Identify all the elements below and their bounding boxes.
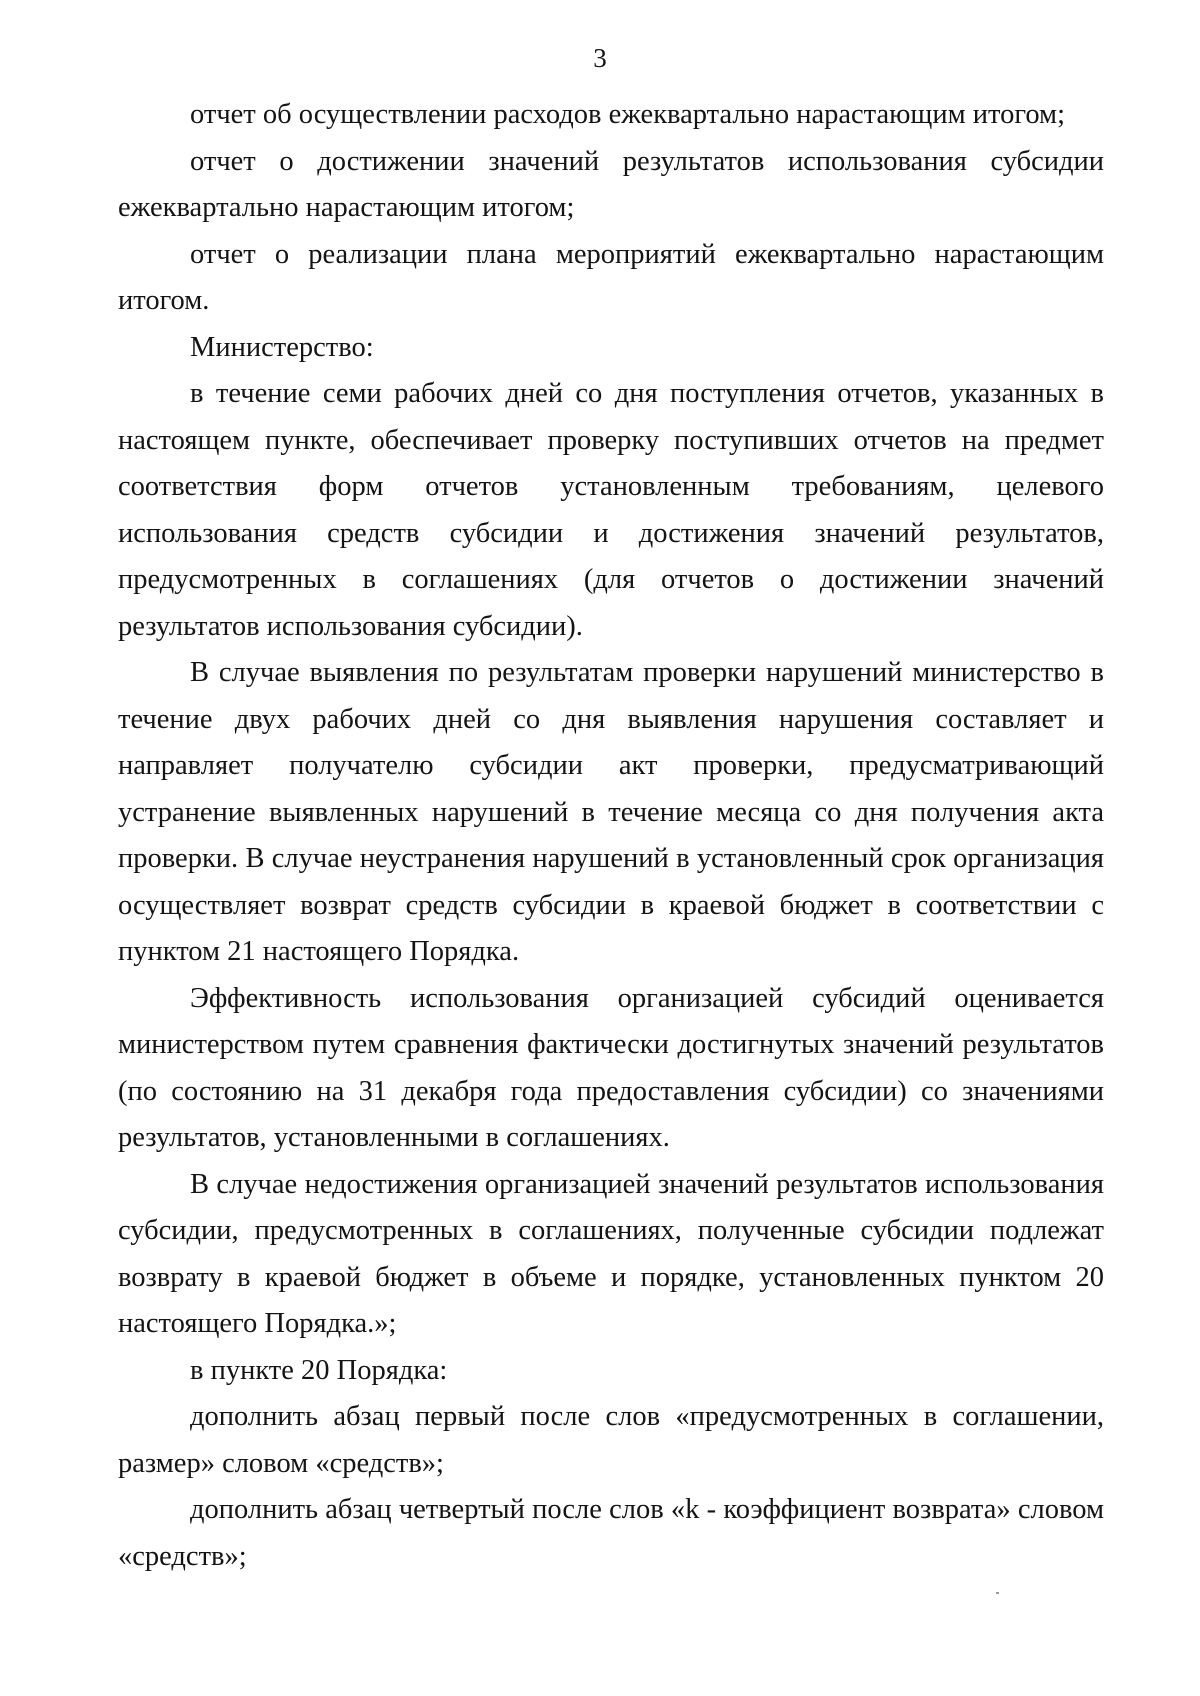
scan-speck [996, 1592, 999, 1594]
paragraph-ministry-heading: Министерство: [190, 331, 374, 363]
paragraph-plan-report: отчет о реализации плана мероприятий ежеквартально нарастающим итогом. [118, 238, 1104, 316]
paragraph-non-achievement: В случае недостижения организацией значений результатов использования субсидии, предусмотренных в соглашениях, полученные субсидии подлежат возврату в краевой бюджет в объеме и порядке, установленных пунктом 20 настоящего Порядка.»; [118, 1168, 1104, 1339]
paragraph-amend-first: дополнить абзац первый после слов «предусмотренных в соглашении, размер» словом «средств»; [118, 1401, 1104, 1479]
paragraph-efficiency: Эффективность использования организацией субсидий оценивается министерством путем сравнения фактически достигнутых значений результатов (по состоянию на 31 декабря года предоставления субсидии) со значениями результатов, установленными в соглашениях. [118, 982, 1104, 1153]
paragraph-ministry-review: в течение семи рабочих дней со дня поступления отчетов, указанных в настоящем пункте, обеспечивает проверку поступивших отчетов на предмет соответствия форм отчетов установленным требованиям, целевого использования средств субсидии и достижения значений результатов, предусмотренных в соглашениях (для отчетов о достижении значений результатов использования субсидии). [118, 378, 1104, 642]
paragraph-violations: В случае выявления по результатам проверки нарушений министерство в течение двух рабочих дней со дня выявления нарушения составляет и направляет получателю субсидии акт проверки, предусматривающий устранение выявленных нарушений в течение месяца со дня получения акта проверки. В случае неустранения нарушений в установленный срок организация осуществляет возврат средств субсидии в краевой бюджет в соответствии с пунктом 21 настоящего Порядка. [118, 657, 1104, 967]
paragraph-amend-fourth: дополнить абзац четвертый после слов «k - коэффициент возврата» словом «средств»; [118, 1494, 1104, 1572]
paragraph-point-20: в пункте 20 Порядка: [190, 1354, 448, 1386]
page-number: 3 [593, 43, 607, 73]
document-body [118, 92, 1104, 1580]
paragraph-expense-report: отчет об осуществлении расходов ежеквартально нарастающим итогом; [190, 99, 1065, 130]
paragraph-results-report: отчет о достижении значений результатов использования субсидии ежеквартально нарастающим итогом; [118, 145, 1104, 223]
